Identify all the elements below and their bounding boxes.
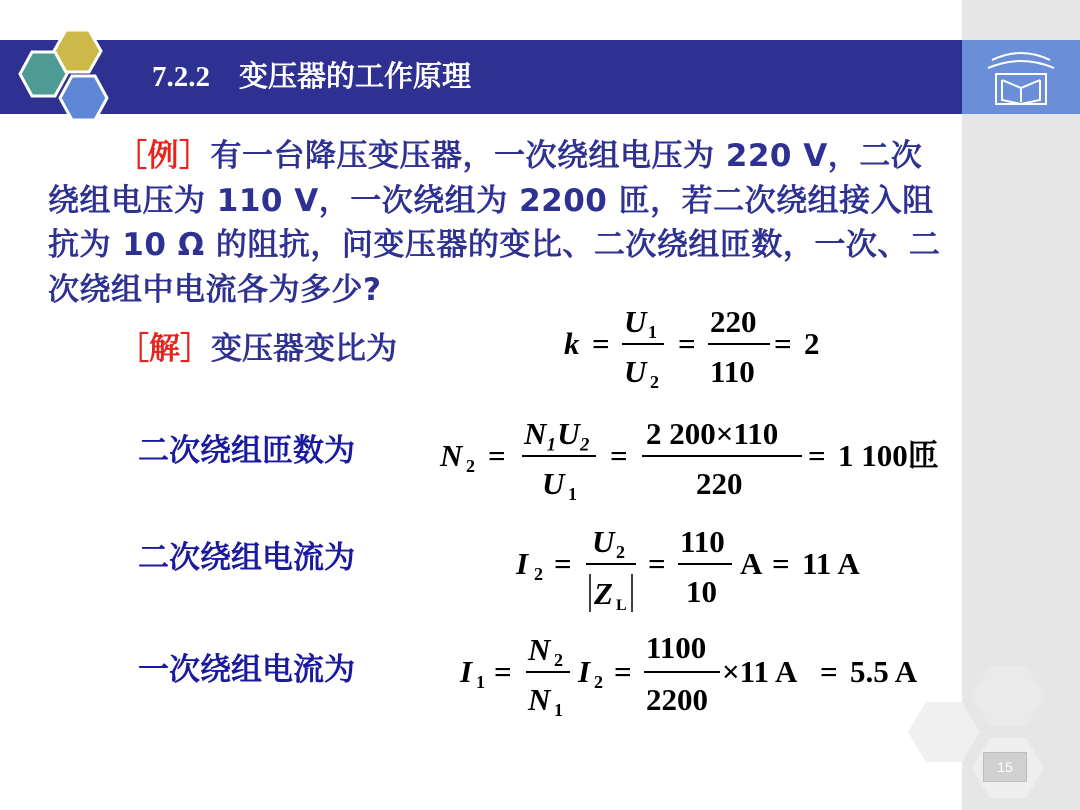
eq-lhs: N [440, 438, 463, 473]
eq-den: 220 [696, 466, 743, 501]
eq-sub: L [616, 597, 627, 614]
eq-equals: = [808, 438, 826, 473]
eq-times: ×11 A [722, 654, 798, 689]
eq-den: U [542, 466, 565, 501]
eq-sub: 2 [650, 372, 659, 392]
ratio-line [118, 323, 397, 368]
eq-sub: 2 [554, 650, 563, 670]
eq-unit: A [740, 546, 763, 581]
eq-equals: = [648, 546, 666, 581]
eq-lhs: I [460, 654, 473, 689]
eq-num: U [592, 524, 615, 559]
eq-result: 5.5 A [850, 654, 918, 689]
eq-equals: = [774, 326, 792, 361]
eq-mid: I [578, 654, 591, 689]
eq-sub: 1 [568, 484, 577, 504]
eq-num: N₁U₂ [524, 416, 591, 451]
eq-result: 2 [804, 326, 820, 361]
eq-num: N [528, 632, 551, 667]
i1-equation [456, 628, 946, 724]
eq-sub: 1 [476, 672, 485, 692]
problem-statement [48, 134, 948, 312]
eq-num: U [624, 304, 647, 339]
eq-sub: 1 [554, 700, 563, 720]
eq-equals: = [614, 654, 632, 689]
ratio-label: 变压器变比为 [211, 331, 397, 367]
problem-text: 有一台降压变压器，一次绕组电压为 220 V，二次绕组电压为 110 V，一次绕组为 2200 匝，若二次绕组接入阻抗为 10 Ω 的阻抗，问变压器的变比、二次绕组匝数，一次、二次绕组中电流各为多少? [48, 138, 941, 308]
eq-lhs: k [564, 326, 580, 361]
university-emblem-icon [962, 40, 1080, 114]
eq-equals: = [772, 546, 790, 581]
eq-sub: 2 [616, 542, 625, 562]
eq-num: 1100 [646, 630, 707, 665]
eq-num: 110 [680, 524, 725, 559]
eq-equals: = [494, 654, 512, 689]
page-number: 15 [983, 752, 1027, 782]
eq-equals: = [610, 438, 628, 473]
solution-tag: ［解］ [118, 331, 211, 367]
turns-label: 二次绕组匝数为 [138, 433, 355, 469]
eq-equals: = [592, 326, 610, 361]
i1-label: 一次绕组电流为 [138, 652, 355, 688]
turns-equation [436, 412, 956, 504]
header-bar [0, 40, 962, 114]
eq-sub: 2 [466, 456, 475, 476]
eq-den: U [624, 354, 647, 389]
ratio-equation [560, 300, 840, 396]
eq-sub: 1 [648, 322, 657, 342]
i2-equation [512, 520, 892, 616]
hexagon-cluster-icon [0, 0, 140, 140]
eq-den: Z [594, 576, 613, 611]
eq-result: 11 A [802, 546, 860, 581]
eq-lhs: I [516, 546, 529, 581]
eq-den: 10 [686, 574, 717, 609]
eq-num: 220 [710, 304, 757, 339]
eq-result: 1 100匝 [838, 438, 939, 473]
eq-equals: = [554, 546, 572, 581]
eq-equals: = [678, 326, 696, 361]
slide-title: 7.2.2 变压器的工作原理 [152, 61, 472, 93]
eq-sub: 2 [594, 672, 603, 692]
eq-equals: = [488, 438, 506, 473]
eq-den: 110 [710, 354, 755, 389]
eq-den: 2200 [646, 682, 708, 717]
eq-sub: 2 [534, 564, 543, 584]
logo-panel [962, 40, 1080, 114]
eq-equals: = [820, 654, 838, 689]
i2-label: 二次绕组电流为 [138, 540, 355, 576]
example-tag: ［例］ [116, 138, 211, 174]
hexagon-decoration-icon [900, 650, 1080, 810]
eq-den: N [528, 682, 551, 717]
eq-num: 2 200×110 [646, 416, 779, 451]
